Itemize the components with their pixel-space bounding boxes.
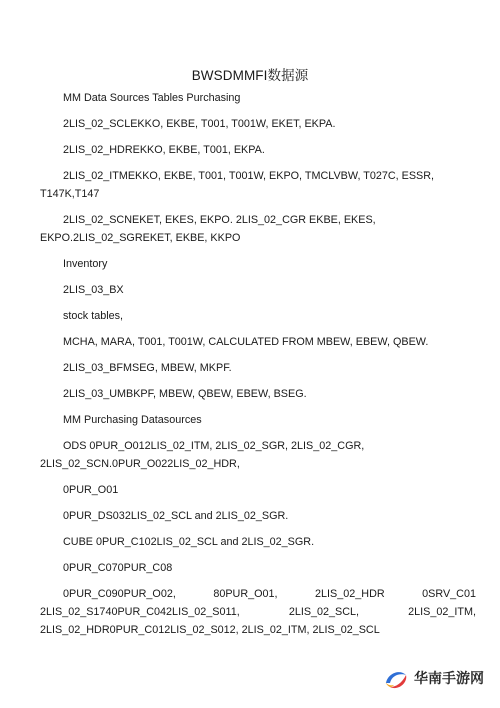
paragraph-line: 2LIS_02_SCLEKKO, EKBE, T001, T001W, EKET, EKPA. [63, 118, 336, 130]
paragraph-2 [40, 115, 476, 133]
paragraph-5 [40, 211, 476, 247]
paragraph-line: 2LIS_02_SCNEKET, EKES, EKPO. 2LIS_02_CGR EKBE, EKES, [63, 214, 376, 226]
justified-line [40, 585, 476, 603]
paragraph-line: 2LIS_02_HDR0PUR_C012LIS_02_S012, 2LIS_02_ITM, 2LIS_02_SCL [40, 624, 380, 636]
paragraph-line: T147K,T147 [40, 188, 100, 200]
paragraph-12 [40, 411, 476, 429]
line-segment: 2LIS_02_HDR [315, 588, 385, 600]
paragraph-line: MM Purchasing Datasources [63, 414, 202, 426]
paragraph-11 [40, 385, 476, 403]
paragraph-18 [40, 585, 476, 639]
paragraph-line: CUBE 0PUR_C102LIS_02_SCL and 2LIS_02_SGR. [63, 536, 315, 548]
site-watermark [382, 664, 490, 694]
paragraph-14 [40, 481, 476, 499]
paragraph-line: EKPO.2LIS_02_SGREKET, EKBE, KKPO [40, 232, 241, 244]
paragraph-line: MCHA, MARA, T001, T001W, CALCULATED FROM MBEW, EBEW, QBEW. [63, 336, 429, 348]
line-segment: 2LIS_02_S1740PUR_C042LIS_02_S011, [40, 606, 240, 618]
paragraph-15 [40, 507, 476, 525]
line-segment: 80PUR_O01, [213, 588, 278, 600]
paragraph-7 [40, 281, 476, 299]
line-segment: 2LIS_02_SCL, [288, 606, 360, 618]
watermark-brand: 华南手游网 [414, 671, 484, 687]
paragraph-line: 0PUR_DS032LIS_02_SCL and 2LIS_02_SGR. [63, 510, 289, 522]
justified-line [40, 603, 476, 621]
paragraph-line: 2LIS_03_BX [63, 284, 124, 296]
paragraph-9 [40, 333, 476, 351]
paragraph-line: 2LIS_02_HDREKKO, EKBE, T001, EKPA. [63, 144, 265, 156]
paragraph-line: MM Data Sources Tables Purchasing [63, 92, 241, 104]
paragraph-8 [40, 307, 476, 325]
paragraph-line: ODS 0PUR_O012LIS_02_ITM, 2LIS_02_SGR, 2LIS_02_CGR, [63, 440, 365, 452]
paragraph-17 [40, 559, 476, 577]
line-segment: 0SRV_C01 [422, 588, 476, 600]
line-segment: 0PUR_C090PUR_O02, [63, 588, 176, 600]
paragraph-1 [40, 89, 476, 107]
paragraph-13 [40, 437, 476, 473]
paragraph-6 [40, 255, 476, 273]
paragraph-line: 0PUR_C070PUR_C08 [63, 562, 173, 574]
paragraph-10 [40, 359, 476, 377]
paragraph-line: 2LIS_02_SCN.0PUR_O022LIS_02_HDR, [40, 458, 240, 470]
paragraph-line: 2LIS_02_ITMEKKO, EKBE, T001, T001W, EKPO, TMCLVBW, T027C, ESSR, [63, 170, 435, 182]
paragraph-16 [40, 533, 476, 551]
paragraph-3 [40, 141, 476, 159]
paragraph-line: stock tables, [63, 310, 124, 322]
paragraph-line: 0PUR_O01 [63, 484, 119, 496]
paragraph-line: 2LIS_03_UMBKPF, MBEW, QBEW, EBEW, BSEG. [63, 388, 307, 400]
stylized-swirl-logo-icon [382, 665, 410, 693]
watermark-text-block [414, 672, 484, 686]
paragraph-line: 2LIS_03_BFMSEG, MBEW, MKPF. [63, 362, 232, 374]
line-segment: 2LIS_02_ITM, [408, 606, 476, 618]
document-title: BWSDMMFI数据源 [191, 68, 309, 83]
paragraph-4 [40, 167, 476, 203]
paragraph-line: Inventory [63, 258, 108, 270]
